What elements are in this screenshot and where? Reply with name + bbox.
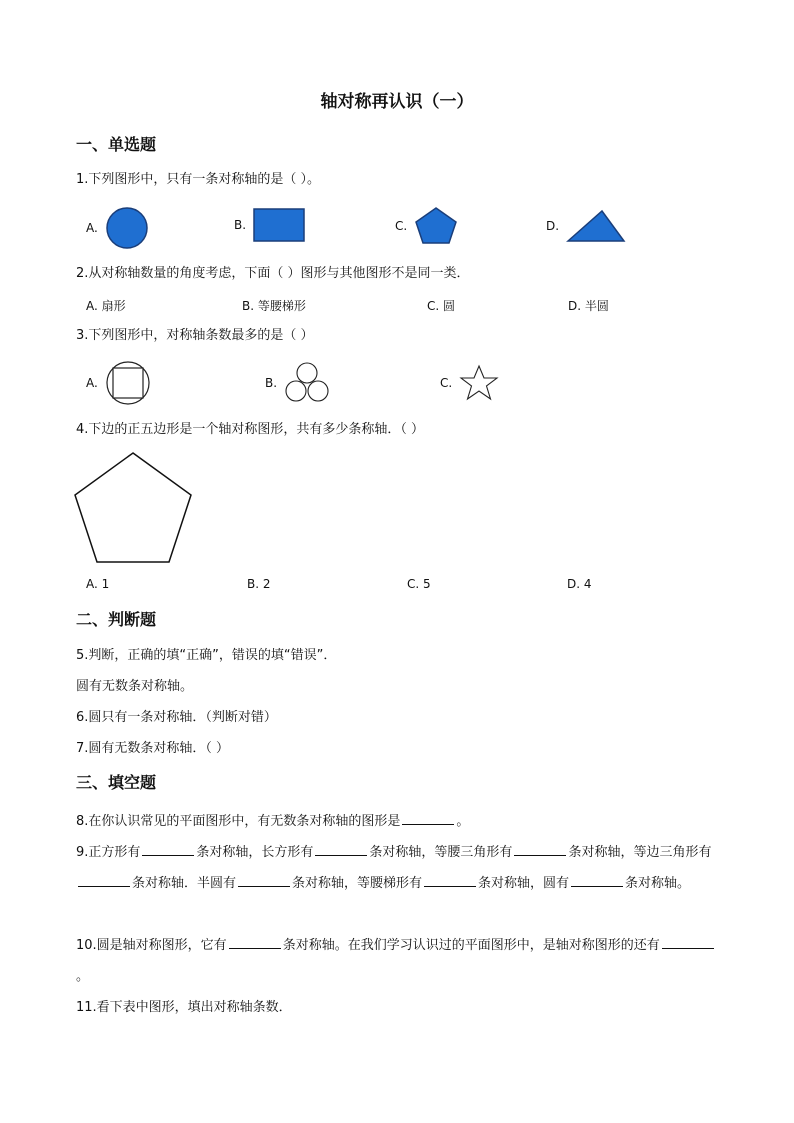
- q4-option-d[interactable]: D. 4: [567, 577, 592, 591]
- q9-text: 条对称轴，长方形有: [196, 845, 314, 860]
- question-5-statement: 圆有无数条对称轴。: [76, 679, 194, 694]
- page-title: 轴对称再认识（一）: [320, 92, 474, 112]
- question-5-stem: 5.判断，正确的填“正确”，错误的填“错误”．: [76, 648, 337, 663]
- q1-option-c-label: C.: [395, 219, 408, 233]
- question-8-end: 。: [456, 814, 470, 829]
- q10-text: 。: [76, 969, 90, 984]
- square-in-circle-icon: [104, 359, 152, 407]
- regular-pentagon-icon: [72, 450, 196, 566]
- question-7-stem: 7.圆有无数条对称轴．（ ）: [76, 741, 230, 756]
- answer-blank[interactable]: [571, 872, 623, 887]
- pentagon-icon: [413, 206, 459, 246]
- q9-text: 条对称轴，等腰梯形有: [292, 876, 423, 891]
- circle-icon: [104, 205, 150, 251]
- three-circles-icon: [283, 361, 331, 405]
- answer-blank[interactable]: [662, 934, 714, 949]
- q1-option-a-label: A.: [86, 221, 98, 235]
- q9-text: 条对称轴，等腰三角形有: [369, 845, 513, 860]
- section-heading-true-false: 二、判断题: [76, 610, 157, 629]
- q1-option-d-label: D.: [546, 219, 560, 233]
- q4-option-c[interactable]: C. 5: [407, 577, 431, 591]
- q1-option-d[interactable]: [546, 208, 627, 244]
- question-9: [76, 837, 722, 899]
- q1-option-b[interactable]: [234, 207, 306, 243]
- question-3-stem: 3.下列图形中，对称轴条数最多的是（ ）: [76, 328, 314, 343]
- q4-option-a[interactable]: A. 1: [86, 577, 110, 591]
- q1-option-b-label: B.: [234, 218, 247, 232]
- question-8: [76, 810, 469, 832]
- answer-blank[interactable]: [402, 810, 454, 825]
- answer-blank[interactable]: [315, 841, 367, 856]
- q9-text: 条对称轴，圆有: [478, 876, 570, 891]
- q2-option-b[interactable]: B. 等腰梯形: [242, 299, 306, 313]
- q1-option-c[interactable]: [395, 206, 459, 246]
- answer-blank[interactable]: [424, 872, 476, 887]
- question-2-stem: 2.从对称轴数量的角度考虑，下面（ ）图形与其他图形不是同一类．: [76, 266, 470, 281]
- q10-text: 条对称轴。在我们学习认识过的平面图形中，是轴对称图形的还有: [282, 938, 660, 953]
- q9-text: 条对称轴。: [625, 876, 691, 891]
- question-1-stem: 1.下列图形中，只有一条对称轴的是（ ）。: [76, 172, 321, 187]
- section-heading-fill-blank: 三、填空题: [76, 773, 157, 792]
- q1-option-a[interactable]: [86, 205, 150, 251]
- q3-option-b-label: B.: [265, 376, 278, 390]
- triangle-icon: [565, 208, 627, 244]
- q9-text: 9.正方形有: [76, 845, 141, 860]
- rectangle-icon: [252, 207, 306, 243]
- q9-text: 条对称轴，等边三角形有: [568, 845, 712, 860]
- q4-option-b[interactable]: B. 2: [247, 577, 271, 591]
- question-4-stem: 4.下边的正五边形是一个轴对称图形，共有多少条称轴．（ ）: [76, 422, 425, 437]
- q3-option-c-label: C.: [440, 376, 453, 390]
- q3-option-a[interactable]: [86, 359, 152, 407]
- answer-blank[interactable]: [78, 872, 130, 887]
- question-8-text: 8.在你认识常见的平面图形中，有无数条对称轴的图形是: [76, 814, 401, 829]
- answer-blank[interactable]: [229, 934, 281, 949]
- question-10: [76, 930, 722, 992]
- q3-option-a-label: A.: [86, 376, 98, 390]
- star-icon: [458, 364, 500, 402]
- q2-option-a[interactable]: A. 扇形: [86, 299, 126, 313]
- answer-blank[interactable]: [514, 841, 566, 856]
- q3-option-b[interactable]: [265, 361, 331, 405]
- section-heading-single-choice: 一、单选题: [76, 135, 157, 154]
- q2-option-c[interactable]: C. 圆: [427, 299, 456, 313]
- q3-option-c[interactable]: [440, 364, 500, 402]
- q2-option-d[interactable]: D. 半圆: [568, 299, 609, 313]
- q10-text: 10.圆是轴对称图形，它有: [76, 938, 227, 953]
- question-11-stem: 11.看下表中图形，填出对称轴条数．: [76, 1000, 292, 1015]
- answer-blank[interactable]: [238, 872, 290, 887]
- answer-blank[interactable]: [142, 841, 194, 856]
- question-6-stem: 6.圆只有一条对称轴．（判断对错）: [76, 710, 277, 725]
- q9-text: 条对称轴．半圆有: [132, 876, 237, 891]
